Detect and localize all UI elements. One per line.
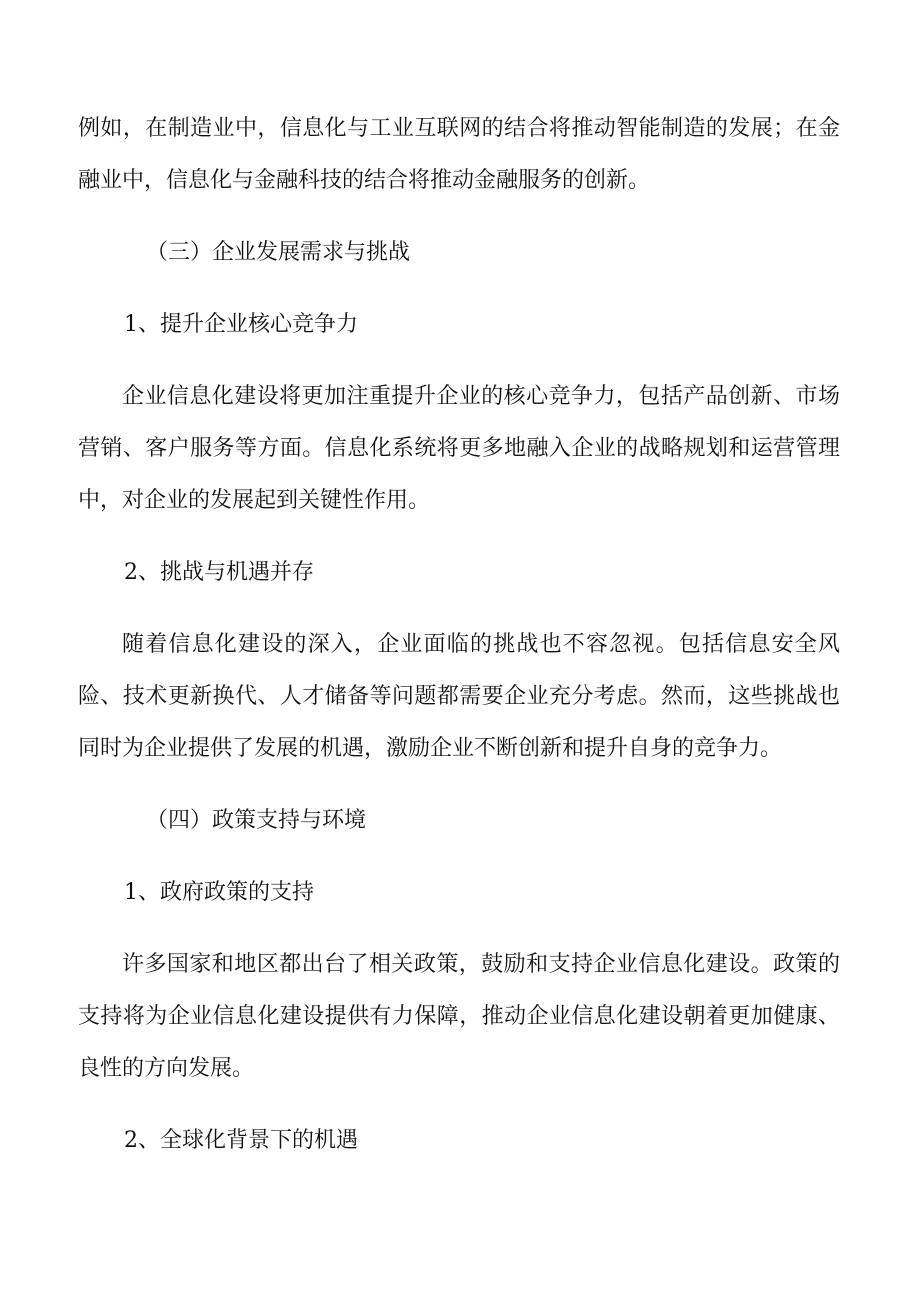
section-heading-4: （四）政策支持与环境 — [146, 808, 367, 833]
paragraph-3-1: 企业信息化建设将更加注重提升企业的核心竞争力，包括产品创新、市场营销、客户服务等方面。信息化系统将更多地融入企业的战略规划和运营管理中，对企业的发展起到关键性作用。 — [78, 384, 840, 513]
section-heading-3: （三）企业发展需求与挑战 — [146, 240, 411, 265]
subsection-heading-4-1: 1、政府政策的支持 — [124, 880, 314, 905]
intro-paragraph: 例如，在制造业中，信息化与工业互联网的结合将推动智能制造的发展；在金融业中，信息化与金融科技的结合将推动金融服务的创新。 — [78, 116, 840, 193]
paragraph-3-2: 随着信息化建设的深入，企业面临的挑战也不容忽视。包括信息安全风险、技术更新换代、人才储备等问题都需要企业充分考虑。然而，这些挑战也同时为企业提供了发展的机遇，激励企业不断创新和提升自身的竞争力。 — [78, 632, 840, 761]
subsection-heading-3-1: 1、提升企业核心竞争力 — [124, 312, 358, 337]
subsection-heading-3-2: 2、挑战与机遇并存 — [124, 560, 314, 585]
paragraph-4-1: 许多国家和地区都出台了相关政策，鼓励和支持企业信息化建设。政策的支持将为企业信息化建设提供有力保障，推动企业信息化建设朝着更加健康、良性的方向发展。 — [78, 952, 840, 1081]
subsection-heading-4-2: 2、全球化背景下的机遇 — [124, 1128, 358, 1153]
document-body — [78, 103, 840, 1167]
